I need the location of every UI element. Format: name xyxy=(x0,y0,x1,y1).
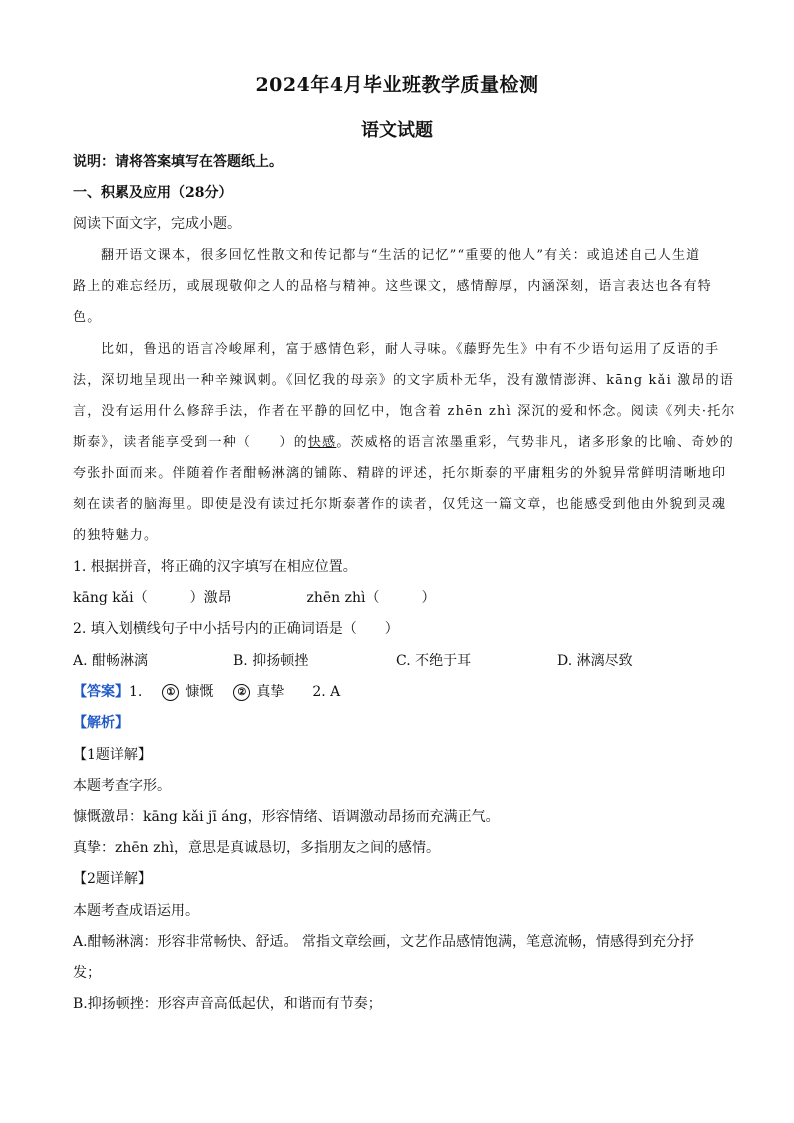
option-c: C. 不绝于耳 xyxy=(396,653,472,669)
underlined-word: 快感 xyxy=(307,435,337,450)
reading-prompt: 阅读下面文字，完成小题。 xyxy=(73,216,241,232)
answer-2: 2. A xyxy=(312,684,341,700)
analysis-line: B.抑扬顿挫：形容声音高低起伏，和谐而有节奏； xyxy=(73,996,382,1012)
circled-number: ② xyxy=(233,684,250,701)
option-d: D. 淋漓尽致 xyxy=(557,653,633,669)
blank-b-close: ） xyxy=(421,590,436,606)
passage-line: 翻开语文课本，很多回忆性散文和传记都与“生活的记忆”“重要的他人”有关：或追述自己人生道 xyxy=(101,248,701,263)
passage-line xyxy=(73,431,734,450)
analysis-line: 本题考查成语运用。 xyxy=(73,903,199,919)
passage-line: 刻在读者的脑海里。即使是没有读过托尔斯泰著作的读者，仅凭这一篇文章，也能感受到他由外貌到灵魂 xyxy=(73,497,727,512)
question-1: 1. 根据拼音，将正确的汉字填写在相应位置。 xyxy=(73,559,357,575)
instruction-text: 说明：请将答案填写在答题纸上。 xyxy=(73,154,283,170)
option-a: A. 酣畅淋漓 xyxy=(73,653,149,669)
passage-line: 色。 xyxy=(73,310,102,325)
section-heading: 一、积累及应用（28分） xyxy=(73,185,233,201)
circled-number: ① xyxy=(162,684,179,701)
passage-segment: 。茨威格的语言浓墨重彩，气势非凡，诸多形象的比喻、奇妙的 xyxy=(336,435,734,450)
question-2: 2. 填入划横线句子中小括号内的正确词语是（ ） xyxy=(73,621,399,637)
answer-1a: 慷慨 xyxy=(185,684,214,700)
detail-heading-2: 【2题详解】 xyxy=(73,871,152,887)
exam-title: 2024年4月毕业班教学质量检测 xyxy=(255,74,539,96)
answer-num-1: 1. xyxy=(129,684,143,700)
analysis-tag: 【解析】 xyxy=(73,715,129,731)
answer-1b: 真挚 xyxy=(256,684,285,700)
question-1-blanks xyxy=(73,587,723,607)
analysis-line: 发； xyxy=(73,965,101,981)
blank-a-pinyin: kāng kǎi（ xyxy=(73,590,148,606)
analysis-line: 慷慨激昂：kāng kǎi jī áng，形容情绪、语调激动昂扬而充满正气。 xyxy=(73,809,500,825)
passage-line: 的独特魅力。 xyxy=(73,528,159,543)
passage-line: 言，没有运用什么修辞手法，作者在平静的回忆中，饱含着 zhēn zhì 深沉的爱和怀念。阅读《列夫·托尔 xyxy=(73,404,736,419)
answer-line xyxy=(73,681,723,701)
analysis-line: 本题考查字形。 xyxy=(73,778,171,794)
blank-a-close: ）激昂 xyxy=(189,590,232,606)
analysis-line: A.酣畅淋漓：形容非常畅快、舒适。 常指文章绘画，文艺作品感情饱满，笔意流畅，情感得到充分抒 xyxy=(73,934,695,950)
analysis-line: 真挚：zhēn zhì，意思是真诚恳切，多指朋友之间的感情。 xyxy=(73,840,441,856)
passage-line: 夸张扑面而来。伴随着作者酣畅淋漓的铺陈、精辟的评述，托尔斯泰的平庸粗劣的外貌异常鲜明清晰地印 xyxy=(73,466,727,481)
detail-heading-1: 【1题详解】 xyxy=(73,747,152,763)
passage-line: 比如，鲁迅的语言冷峻犀利，富于感情色彩，耐人寻味。《藤野先生》中有不少语句运用了反语的手 xyxy=(101,342,720,357)
exam-subtitle: 语文试题 xyxy=(361,120,433,141)
passage-segment: 斯泰》，读者能享受到一种（ ）的 xyxy=(73,435,308,450)
answer-tag: 【答案】 xyxy=(73,684,129,700)
blank-b-pinyin: zhēn zhì（ xyxy=(306,590,380,606)
option-b: B. 抑扬顿挫 xyxy=(233,653,309,669)
passage-line: 法，深切地呈现出一种辛辣讽刺。《回忆我的母亲》的文字质朴无华，没有激情澎湃、kāng kǎi 激昂的语 xyxy=(73,373,735,388)
passage-line: 路上的难忘经历，或展现敬仰之人的品格与精神。这些课文，感情醇厚，内涵深刻，语言表达也各有特 xyxy=(73,279,713,294)
